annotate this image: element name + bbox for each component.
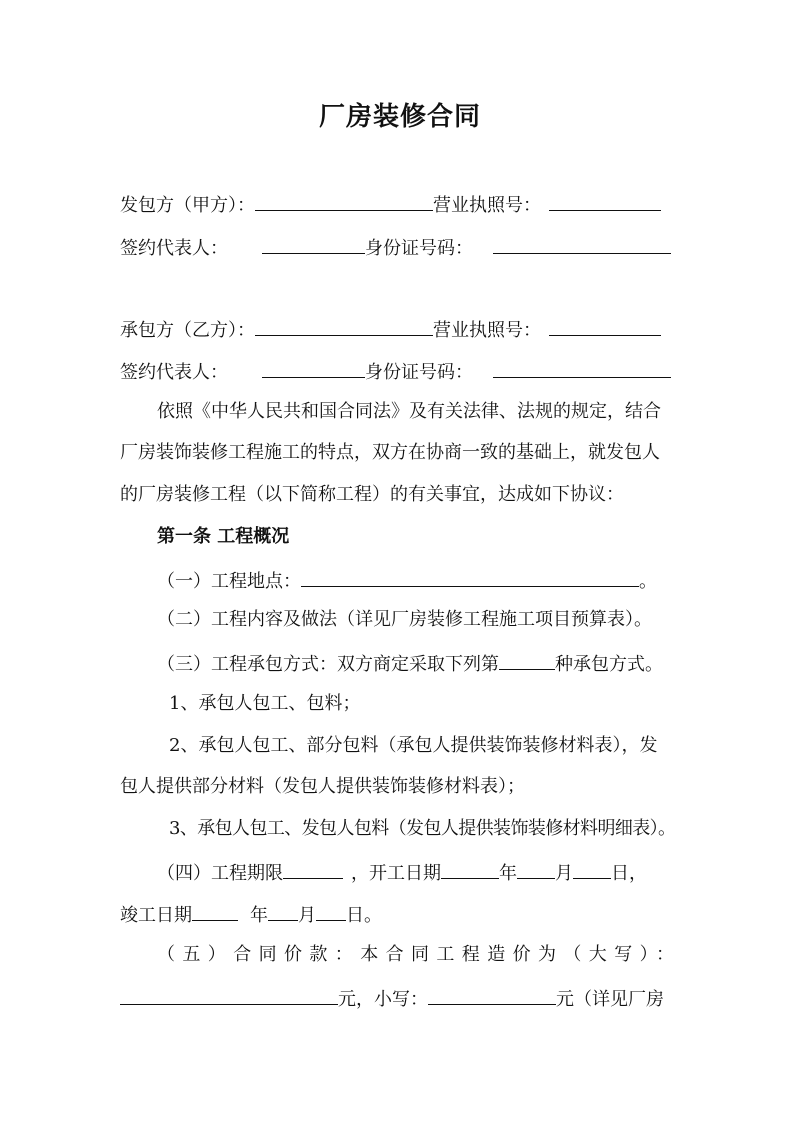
party-a-license-label: 营业执照号： (433, 195, 541, 216)
party-a-name-blank[interactable] (255, 191, 433, 211)
completion-label: 竣工日期 (120, 905, 192, 926)
item-3-line (157, 650, 663, 674)
party-b-label: 承包方（乙方）： (120, 320, 255, 341)
party-b-id-blank[interactable] (493, 358, 671, 378)
item-5-line-1: （五）合同价款：本合同工程造价为（大写）： (157, 944, 682, 965)
party-a-license-blank[interactable] (549, 191, 661, 211)
party-b-rep-line (120, 358, 671, 382)
end-month-label: 月 (298, 905, 316, 926)
party-b-license-blank[interactable] (549, 316, 661, 336)
completion-line (120, 901, 382, 925)
start-day-blank[interactable] (573, 859, 611, 879)
item-2-line: （二）工程内容及做法（详见厂房装修工程施工项目预算表）。 (157, 609, 652, 630)
party-b-name-blank[interactable] (255, 316, 433, 336)
party-b-license-label: 营业执照号： (433, 320, 541, 341)
party-a-id-blank[interactable] (493, 234, 671, 254)
start-month-blank[interactable] (517, 859, 555, 879)
party-a-rep-label: 签约代表人： (120, 238, 228, 259)
end-month-blank[interactable] (268, 901, 298, 921)
end-year-blank[interactable] (192, 901, 238, 921)
item-1-label: （一）工程地点： (157, 571, 301, 592)
end-day-blank[interactable] (316, 901, 346, 921)
item-1-end: 。 (639, 571, 657, 592)
end-year-label: 年 (250, 905, 268, 926)
party-a-line (120, 191, 661, 215)
start-year-label: 年 (499, 863, 517, 884)
preamble-line-2: 厂房装饰装修工程施工的特点，双方在协商一致的基础上，就发包人 (120, 442, 660, 463)
mode-3-line: 3、承包人包工、发包人包料（发包人提供装饰装修材料明细表）。 (169, 818, 676, 839)
party-a-rep-line (120, 234, 671, 258)
party-a-id-label: 身份证号码： (365, 238, 473, 259)
mode-2-line-1: 2、承包人包工、部分包料（承包人提供装饰装修材料表），发 (169, 735, 658, 756)
preamble-line-1: 依照《中华人民共和国合同法》及有关法律、法规的规定，结合 (157, 401, 661, 422)
contract-mode-blank[interactable] (499, 650, 555, 670)
start-month-label: 月 (555, 863, 573, 884)
start-date-label: ，开工日期 (351, 863, 441, 884)
start-day-label: 日， (611, 863, 647, 884)
yuan-label: 元，小写： (338, 989, 428, 1010)
item-4-line (157, 859, 647, 883)
mode-2-line-2: 包人提供部分材料（发包人提供装饰装修材料表）； (120, 776, 525, 797)
item-3-suffix: 种承包方式。 (555, 654, 663, 675)
article-1-heading: 第一条 工程概况 (157, 526, 290, 547)
party-b-rep-label: 签约代表人： (120, 362, 228, 383)
party-b-line (120, 316, 661, 340)
item-3-prefix: （三）工程承包方式：双方商定采取下列第 (157, 654, 499, 675)
preamble-line-3: 的厂房装修工程（以下简称工程）的有关事宜，达成如下协议： (120, 484, 624, 505)
party-b-rep-blank[interactable] (262, 358, 365, 378)
amount-number-blank[interactable] (428, 985, 556, 1005)
location-blank[interactable] (301, 567, 639, 587)
duration-blank[interactable] (283, 859, 343, 879)
end-day-label: 日。 (346, 905, 382, 926)
item-4-prefix: （四）工程期限 (157, 863, 283, 884)
item-1-line (157, 567, 657, 591)
party-a-rep-blank[interactable] (262, 234, 365, 254)
party-a-label: 发包方（甲方）： (120, 195, 255, 216)
mode-1-line: 1、承包人包工、包料； (169, 693, 361, 714)
start-year-blank[interactable] (441, 859, 499, 879)
yuan-detail-label: 元（详见厂房 (556, 989, 664, 1010)
item-5-line-2 (120, 985, 664, 1009)
party-b-id-label: 身份证号码： (365, 362, 473, 383)
page-title: 厂房装修合同 (318, 102, 481, 132)
amount-uppercase-blank[interactable] (120, 985, 338, 1005)
